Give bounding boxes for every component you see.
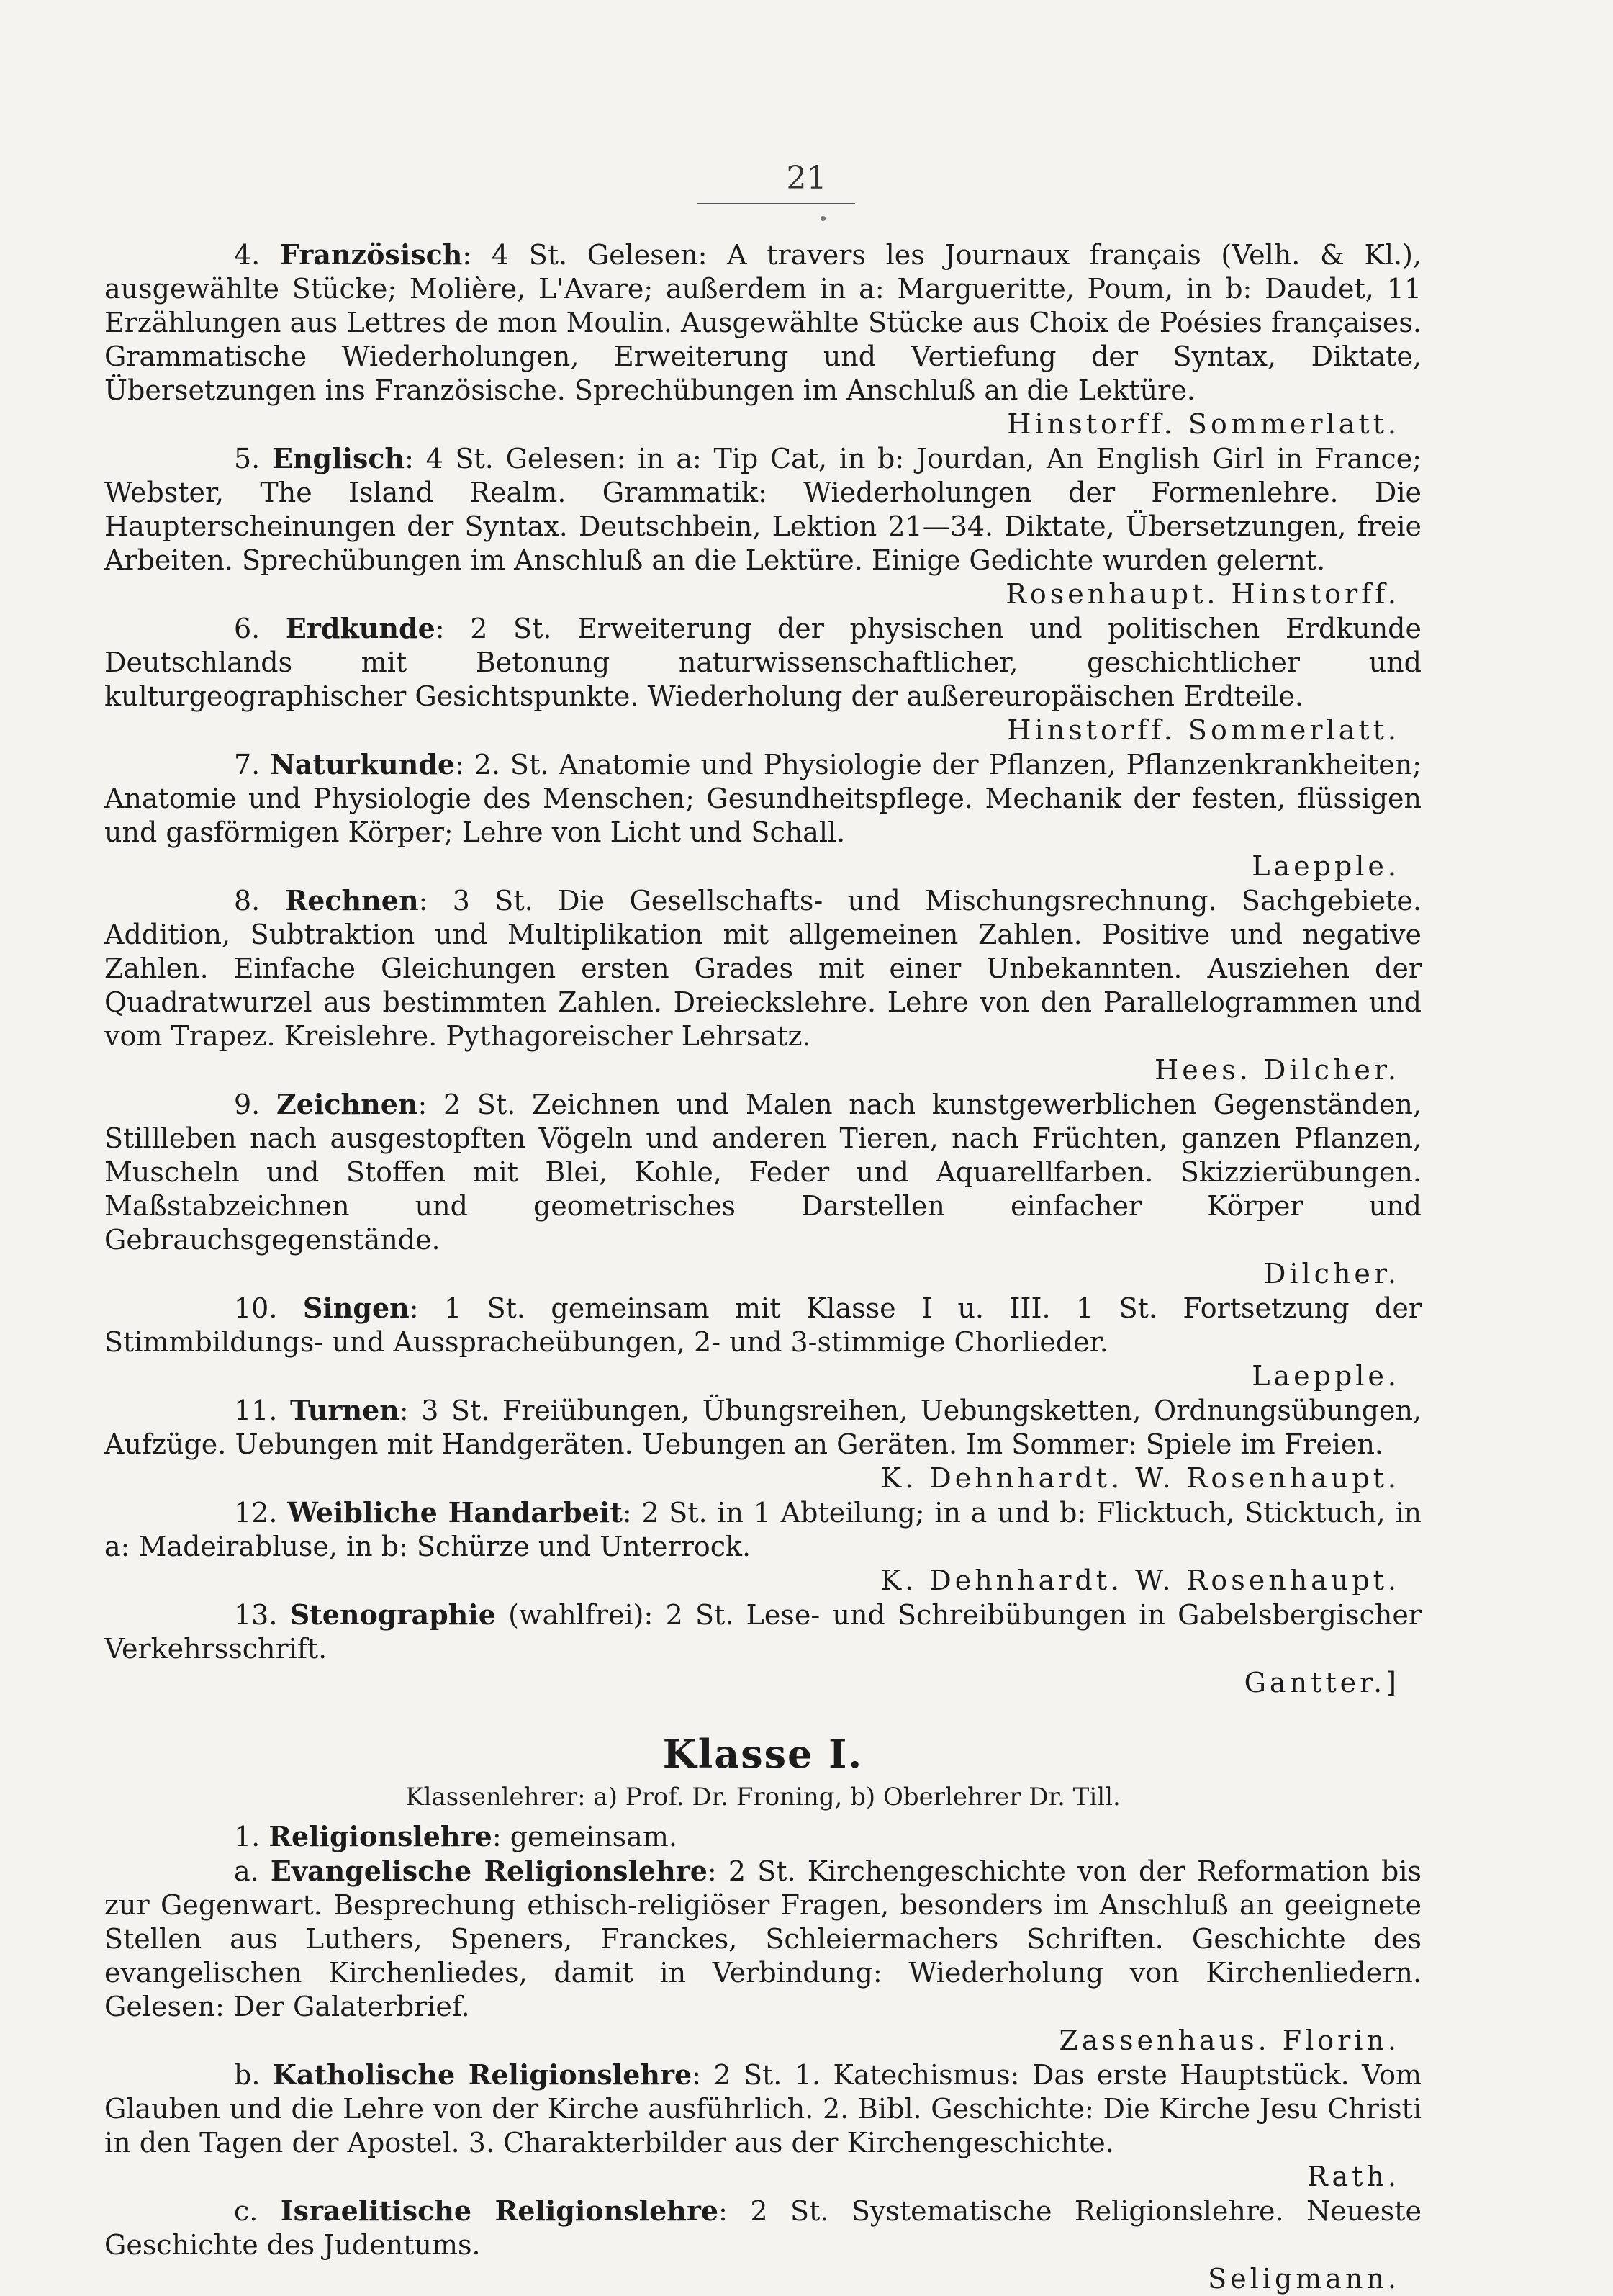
section-franzoesisch: 4. Französisch: 4 St. Gelesen: A travers les Journaux français (Velh. & Kl.), ausgewählte Stücke; Molière, L'Avare; außerdem in a: Margueritte, Poum, in b: Daudet, 11 Erzählungen aus Lettres de mon Moulin. Ausgewählte Stücke aus Choix de Poésies françaises. Grammatische Wiederholungen, Erweiterung und Vertiefung der Syntax, Diktate, Übersetzungen ins Französische. Sprechübungen im Anschluß an die Lektüre. <box>104 238 1422 406</box>
section-signature: Zassenhaus. Florin. <box>1059 2025 1400 2056</box>
section-katholisch: b. Katholische Religionslehre: 2 St. 1. Katechismus: Das erste Hauptstück. Vom Glauben und die Lehre von der Kirche ausführlich. 2. Bibl. Geschichte: Die Kirche Jesu Christi in den Tagen der Apostel. 3. Charakterbilder aus der Kirchengeschichte. <box>104 2058 1422 2158</box>
section-erdkunde: 6. Erdkunde: 2 St. Erweiterung der physischen und politischen Erdkunde Deutschlands mit Betonung naturwissenschaftlicher, geschichtlicher und kulturgeographischer Gesichtspunkte. Wiederholung der außereuropäischen Erdteile. <box>104 612 1422 712</box>
section-text: : 2. St. Anatomie und Physiologie der Pflanzen, Pflanzenkrankheiten; Anatomie und Physiologie des Menschen; Gesundheitspflege. Mechanik der festen, flüssigen und gasförmigen Körper; Lehre von Licht und Schall. <box>104 749 1422 848</box>
section-signature: Seligmann. <box>1208 2263 1400 2295</box>
section-text: : 2 St. Kirchengeschichte von der Reformation bis zur Gegenwart. Besprechung ethisch-religiöser Fragen, besonders im Anschluß an geeignete Stellen aus Luthers, Speners, Franckes, Schleiermachers Schriften. Geschichte des evangelischen Kirchenliedes, damit in Verbindung: Wiederholung von Kirchenliedern. Gelesen: Der Galaterbrief. <box>104 1855 1422 2022</box>
page-number: 21 <box>786 160 827 197</box>
section-heading: Rechnen <box>284 884 419 917</box>
section-heading: Turnen <box>290 1394 399 1426</box>
page-body <box>104 238 1422 2296</box>
section-handarbeit: 12. Weibliche Handarbeit: 2 St. in 1 Abteilung; in a und b: Flicktuch, Sticktuch, in a: Madeirabluse, in b: Schürze und Unterrock. <box>104 1496 1422 1562</box>
section-signature: Rath. <box>1307 2161 1400 2192</box>
section-heading: Naturkunde <box>270 748 456 780</box>
section-heading: Erdkunde <box>285 612 435 644</box>
section-signature: Rosenhaupt. Hinstorff. <box>1006 578 1400 610</box>
header-dot <box>821 216 826 221</box>
section-text: : 3 St. Freiübungen, Übungsreihen, Uebungsketten, Ordnungsübungen, Aufzüge. Uebungen mit Handgeräten. Uebungen an Geräten. Im Sommer: Spiele im Freien. <box>104 1395 1422 1460</box>
section-text: : 2 St. Zeichnen und Malen nach kunstgewerblichen Gegenständen, Stillleben nach ausgestopften Vögeln und anderen Tieren, nach Früchten, ganzen Pflanzen, Muscheln und Stoffen mit Blei, Kohle, Feder und Aquarellfarben. Skizzierübungen. Maßstabzeichnen und geometrisches Darstellen einfacher Körper und Gebrauchsgegenstände. <box>104 1089 1422 1256</box>
section-singen: 10. Singen: 1 St. gemeinsam mit Klasse I u. III. 1 St. Fortsetzung der Stimmbildungs- und Ausspracheübungen, 2- und 3-stimmige Chorlieder. <box>104 1292 1422 1358</box>
section-text: (wahlfrei): 2 St. Lese- und Schreibübungen in Gabelsbergischer Verkehrsschrift. <box>104 1599 1422 1665</box>
section-israelitisch: c. Israelitische Religionslehre: 2 St. Systematische Religionslehre. Neueste Geschichte des Judentums. <box>104 2194 1422 2261</box>
section-zeichnen: 9. Zeichnen: 2 St. Zeichnen und Malen nach kunstgewerblichen Gegenständen, Stillleben nach ausgestopften Vögeln und anderen Tieren, nach Früchten, ganzen Pflanzen, Muscheln und Stoffen mit Blei, Kohle, Feder und Aquarellfarben. Skizzierübungen. Maßstabzeichnen und geometrisches Darstellen einfacher Körper und Gebrauchsgegenstände. <box>104 1088 1422 1256</box>
section-signature: Hees. Dilcher. <box>1155 1054 1400 1086</box>
header-rule <box>697 203 855 204</box>
section-text: : gemeinsam. <box>492 1821 677 1852</box>
section-heading: Israelitische Religionslehre <box>280 2194 719 2227</box>
section-heading: Katholische Religionslehre <box>272 2058 692 2091</box>
section-signature: Gantter.] <box>1244 1667 1400 1698</box>
section-heading: Zeichnen <box>276 1088 418 1120</box>
section-heading: Religionslehre <box>268 1820 492 1852</box>
section-heading: Weibliche Handarbeit <box>287 1496 623 1529</box>
class-title: Klasse I. <box>662 1731 864 1777</box>
section-evangelisch: a. Evangelische Religionslehre: 2 St. Kirchengeschichte von der Reformation bis zur Gegenwart. Besprechung ethisch-religiöser Fragen, besonders im Anschluß an geeignete Stellen aus Luthers, Speners, Franckes, Schleiermachers Schriften. Geschichte des evangelischen Kirchenliedes, damit in Verbindung: Wiederholung von Kirchenliedern. Gelesen: Der Galaterbrief. <box>104 1855 1422 2022</box>
section-signature: K. Dehnhardt. W. Rosenhaupt. <box>880 1462 1400 1494</box>
section-signature: K. Dehnhardt. W. Rosenhaupt. <box>880 1565 1400 1596</box>
section-signature: Dilcher. <box>1263 1258 1400 1289</box>
section-englisch: 5. Englisch: 4 St. Gelesen: in a: Tip Cat, in b: Jourdan, An English Girl in France; Webster, The Island Realm. Grammatik: Wiederholungen der Formenlehre. Die Haupterscheinungen der Syntax. Deutschbein, Lektion 21—34. Diktate, Übersetzungen, freie Arbeiten. Sprechübungen im Anschluß an die Lektüre. Einige Gedichte wurden gelernt. <box>104 442 1422 576</box>
section-text: : 2 St. Erweiterung der physischen und politischen Erdkunde Deutschlands mit Betonung naturwissenschaftlicher, geschichtlicher und kulturgeographischer Gesichtspunkte. Wiederholung der außereuropäischen Erdteile. <box>104 613 1422 712</box>
section-turnen: 11. Turnen: 3 St. Freiübungen, Übungsreihen, Uebungsketten, Ordnungsübungen, Aufzüge. Uebungen mit Handgeräten. Uebungen an Geräten. Im Sommer: Spiele im Freien. <box>104 1394 1422 1460</box>
section-text: : 4 St. Gelesen: in a: Tip Cat, in b: Jourdan, An English Girl in France; Webster, The Island Realm. Grammatik: Wiederholungen der Formenlehre. Die Haupterscheinungen der Syntax. Deutschbein, Lektion 21—34. Diktate, Übersetzungen, freie Arbeiten. Sprechübungen im Anschluß an die Lektüre. Einige Gedichte wurden gelernt. <box>104 443 1422 576</box>
section-signature: Hinstorff. Sommerlatt. <box>1007 714 1400 746</box>
section-text: : 2 St. Systematische Religionslehre. Neueste Geschichte des Judentums. <box>104 2195 1422 2261</box>
section-text: : 1 St. gemeinsam mit Klasse I u. III. 1 St. Fortsetzung der Stimmbildungs- und Ausspracheübungen, 2- und 3-stimmige Chorlieder. <box>104 1292 1422 1358</box>
section-rechnen: 8. Rechnen: 3 St. Die Gesellschafts- und Mischungsrechnung. Sachgebiete. Addition, Subtraktion und Multiplikation mit allgemeinen Zahlen. Positive und negative Zahlen. Einfache Gleichungen ersten Grades mit einer Unbekannten. Ausziehen der Quadratwurzel aus bestimmten Zahlen. Dreieckslehre. Lehre von den Parallelogrammen und vom Trapez. Kreislehre. Pythagoreischer Lehrsatz. <box>104 884 1422 1052</box>
section-naturkunde: 7. Naturkunde: 2. St. Anatomie und Physiologie der Pflanzen, Pflanzenkrankheiten; Anatomie und Physiologie des Menschen; Gesundheitspflege. Mechanik der festen, flüssigen und gasförmigen Körper; Lehre von Licht und Schall. <box>104 748 1422 848</box>
section-heading: Französisch <box>279 238 463 271</box>
class-teachers: Klassenlehrer: a) Prof. Dr. Froning, b) Oberlehrer Dr. Till. <box>405 1783 1121 1811</box>
section-heading: Englisch <box>271 442 405 474</box>
section-religionslehre: 1. Religionslehre: gemeinsam. <box>234 1820 677 1852</box>
section-text: : 4 St. Gelesen: A travers les Journaux français (Velh. & Kl.), ausgewählte Stücke; Molière, L'Avare; außerdem in a: Margueritte, Poum, in b: Daudet, 11 Erzählungen aus Lettres de mon Moulin. Ausgewählte Stücke aus Choix de Poésies françaises. Grammatische Wiederholungen, Erweiterung und Vertiefung der Syntax, Diktate, Übersetzungen ins Französische. Sprechübungen im Anschluß an die Lektüre. <box>104 239 1422 406</box>
section-signature: Laepple. <box>1252 1360 1400 1392</box>
section-text: : 3 St. Die Gesellschafts- und Mischungsrechnung. Sachgebiete. Addition, Subtraktion und Multiplikation mit allgemeinen Zahlen. Positive und negative Zahlen. Einfache Gleichungen ersten Grades mit einer Unbekannten. Ausziehen der Quadratwurzel aus bestimmten Zahlen. Dreieckslehre. Lehre von den Parallelogrammen und vom Trapez. Kreislehre. Pythagoreischer Lehrsatz. <box>104 885 1422 1052</box>
section-heading: Evangelische Religionslehre <box>270 1855 708 1887</box>
section-stenographie: 13. Stenographie (wahlfrei): 2 St. Lese- und Schreibübungen in Gabelsbergischer Verkehrsschrift. <box>104 1598 1422 1665</box>
section-text: : 2 St. 1. Katechismus: Das erste Hauptstück. Vom Glauben und die Lehre von der Kirche ausführlich. 2. Bibl. Geschichte: Die Kirche Jesu Christi in den Tagen der Apostel. 3. Charakterbilder aus der Kirchengeschichte. <box>104 2059 1422 2158</box>
section-heading: Singen <box>302 1292 410 1324</box>
section-heading: Stenographie <box>289 1598 496 1631</box>
section-text: : 2 St. in 1 Abteilung; in a und b: Flicktuch, Sticktuch, in a: Madeirabluse, in b: Schürze und Unterrock. <box>104 1497 1422 1562</box>
section-signature: Hinstorff. Sommerlatt. <box>1007 408 1400 440</box>
section-signature: Laepple. <box>1252 850 1400 882</box>
